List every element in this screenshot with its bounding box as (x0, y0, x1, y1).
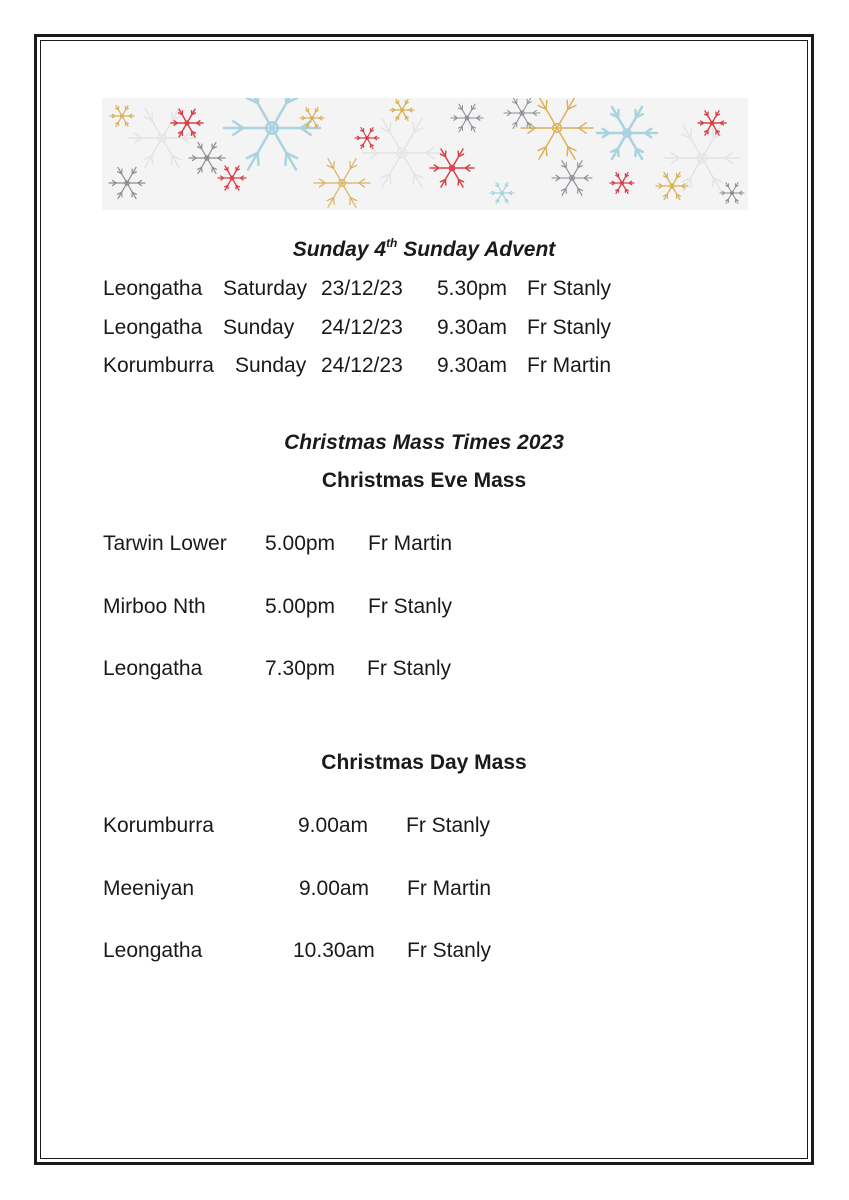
eve-place: Leongatha (103, 657, 203, 680)
snowflake-banner (102, 98, 748, 210)
day-place: Korumburra (103, 814, 214, 837)
advent-place: Leongatha (103, 316, 203, 339)
advent-time: 5.30pm (437, 277, 508, 300)
eve-time: 7.30pm (265, 657, 336, 680)
advent-day: Sunday (223, 316, 295, 339)
christmas-day-heading: Christmas Day Mass (321, 751, 527, 774)
day-row (103, 938, 492, 1042)
advent-day: Sunday (235, 354, 307, 377)
day-priest: Fr Stanly (407, 939, 492, 962)
advent-date: 23/12/23 (321, 277, 403, 300)
advent-heading-suffix: Sunday Advent (397, 238, 556, 261)
advent-time: 9.30am (437, 316, 508, 339)
advent-priest: Fr Stanly (527, 316, 612, 339)
advent-time: 9.30am (437, 354, 508, 377)
eve-priest: Fr Stanly (367, 657, 452, 680)
advent-heading-sup: th (386, 236, 398, 250)
advent-priest: Fr Stanly (527, 277, 612, 300)
christmas-eve-heading: Christmas Eve Mass (321, 469, 527, 492)
eve-time: 5.00pm (265, 532, 336, 555)
day-time: 9.00am (299, 877, 370, 900)
advent-place: Leongatha (103, 277, 203, 300)
banner-background (102, 98, 748, 210)
advent-date: 24/12/23 (321, 354, 403, 377)
eve-time: 5.00pm (265, 595, 336, 618)
day-place: Meeniyan (103, 877, 195, 900)
advent-day: Saturday (223, 277, 308, 300)
day-priest: Fr Martin (407, 877, 491, 900)
eve-priest: Fr Stanly (368, 595, 453, 618)
day-time: 9.00am (298, 814, 369, 837)
advent-place: Korumburra (103, 354, 214, 377)
eve-place: Mirboo Nth (103, 595, 206, 618)
eve-priest: Fr Martin (368, 532, 452, 555)
advent-heading (40, 237, 808, 263)
eve-row (103, 656, 452, 760)
day-time: 10.30am (293, 939, 375, 962)
christmas-heading: Christmas Mass Times 2023 (284, 431, 564, 454)
day-place: Leongatha (103, 939, 203, 962)
advent-priest: Fr Martin (527, 354, 611, 377)
advent-heading-prefix: Sunday 4 (292, 238, 387, 261)
day-priest: Fr Stanly (406, 814, 491, 837)
eve-place: Tarwin Lower (103, 532, 227, 555)
advent-date: 24/12/23 (321, 316, 403, 339)
